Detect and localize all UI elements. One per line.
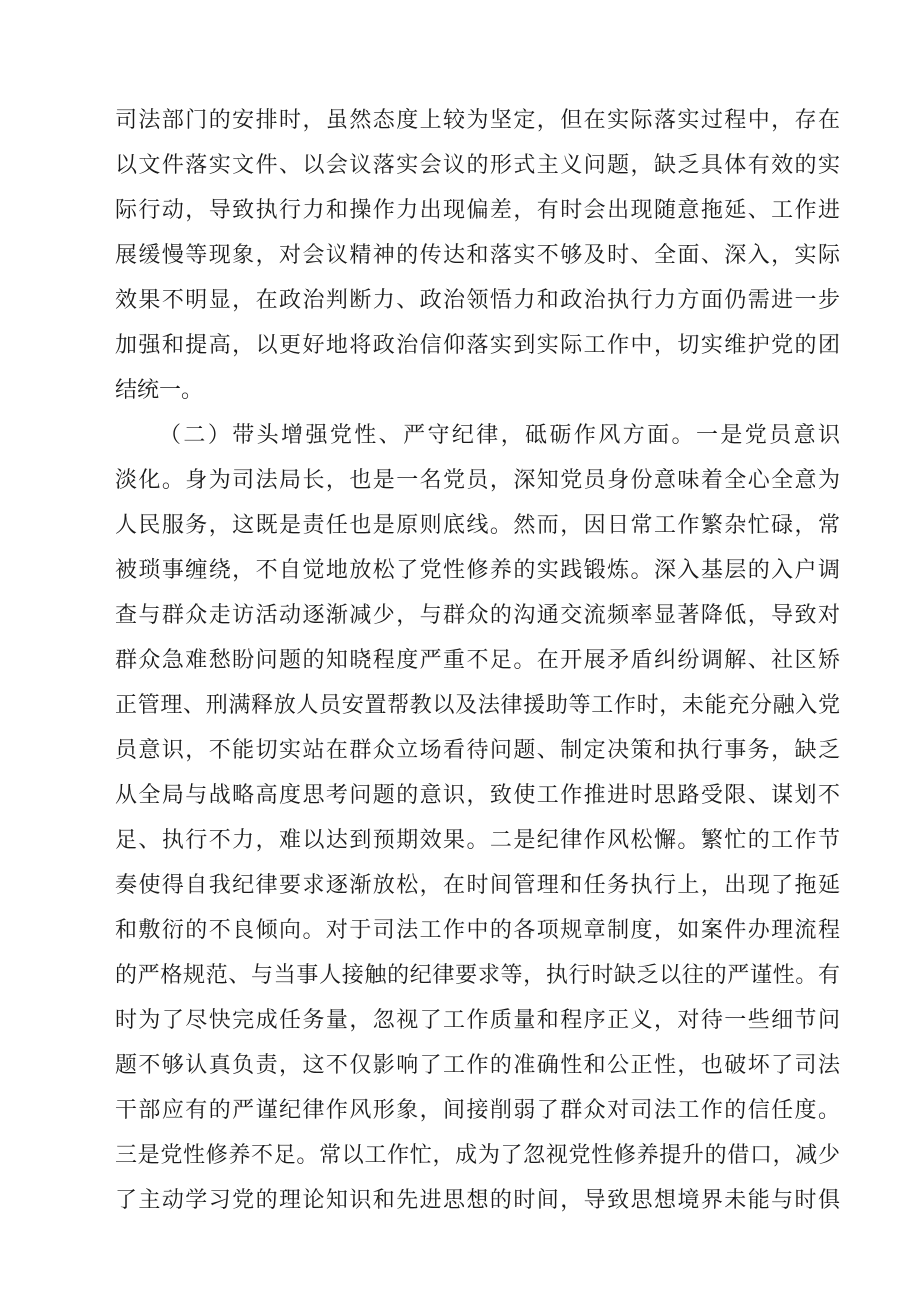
text-line: 查与群众走访活动逐渐减少，与群众的沟通交流频率显著降低，导致对 xyxy=(115,603,840,628)
text-line: 展缓慢等现象，对会议精神的传达和落实不够及时、全面、深入，实际 xyxy=(115,243,840,268)
text-line: 干部应有的严谨纪律作风形象，间接削弱了群众对司法工作的信任度。 xyxy=(115,1098,840,1123)
text-line: 人民服务，这既是责任也是原则底线。然而，因日常工作繁杂忙碌，常 xyxy=(115,513,840,538)
text-line: 三是党性修养不足。常以工作忙，成为了忽视党性修养提升的借口，减少 xyxy=(115,1143,840,1168)
text-line: 奏使得自我纪律要求逐渐放松，在时间管理和任务执行上，出现了拖延 xyxy=(115,873,840,898)
text-line: 员意识，不能切实站在群众立场看待问题、制定决策和执行事务，缺乏 xyxy=(115,738,840,763)
text-line: 题不够认真负责，这不仅影响了工作的准确性和公正性，也破坏了司法 xyxy=(115,1053,840,1078)
text-line: 加强和提高，以更好地将政治信仰落实到实际工作中，切实维护党的团 xyxy=(115,333,840,358)
text-line: 司法部门的安排时，虽然态度上较为坚定，但在实际落实过程中，存在 xyxy=(115,108,840,133)
text-line: 足、执行不力，难以达到预期效果。二是纪律作风松懈。繁忙的工作节 xyxy=(115,828,840,853)
text-line: 被琐事缠绕，不自觉地放松了党性修养的实践锻炼。深入基层的入户调 xyxy=(115,558,840,583)
text-line: 际行动，导致执行力和操作力出现偏差，有时会出现随意拖延、工作进 xyxy=(115,198,840,223)
text-line: 时为了尽快完成任务量，忽视了工作质量和程序正义，对待一些细节问 xyxy=(115,1008,840,1033)
text-line: 的严格规范、与当事人接触的纪律要求等，执行时缺乏以往的严谨性。有 xyxy=(115,963,840,988)
section-heading-line: （二）带头增强党性、严守纪律，砥砺作风方面。一是党员意识 xyxy=(159,423,840,448)
document-body xyxy=(115,98,840,1223)
text-line: 了主动学习党的理论知识和先进思想的时间，导致思想境界未能与时俱 xyxy=(115,1188,840,1213)
text-line: 群众急难愁盼问题的知晓程度严重不足。在开展矛盾纠纷调解、社区矫 xyxy=(115,648,840,673)
text-line: 效果不明显，在政治判断力、政治领悟力和政治执行力方面仍需进一步 xyxy=(115,288,840,313)
paragraph-end-line: 结统一。 xyxy=(115,378,204,403)
text-line: 正管理、刑满释放人员安置帮教以及法律援助等工作时，未能充分融入党 xyxy=(115,693,840,718)
text-line: 和敷衍的不良倾向。对于司法工作中的各项规章制度，如案件办理流程 xyxy=(115,918,840,943)
text-line: 淡化。身为司法局长，也是一名党员，深知党员身份意味着全心全意为 xyxy=(115,468,840,493)
text-line: 从全局与战略高度思考问题的意识，致使工作推进时思路受限、谋划不 xyxy=(115,783,840,808)
text-line: 以文件落实文件、以会议落实会议的形式主义问题，缺乏具体有效的实 xyxy=(115,153,840,178)
